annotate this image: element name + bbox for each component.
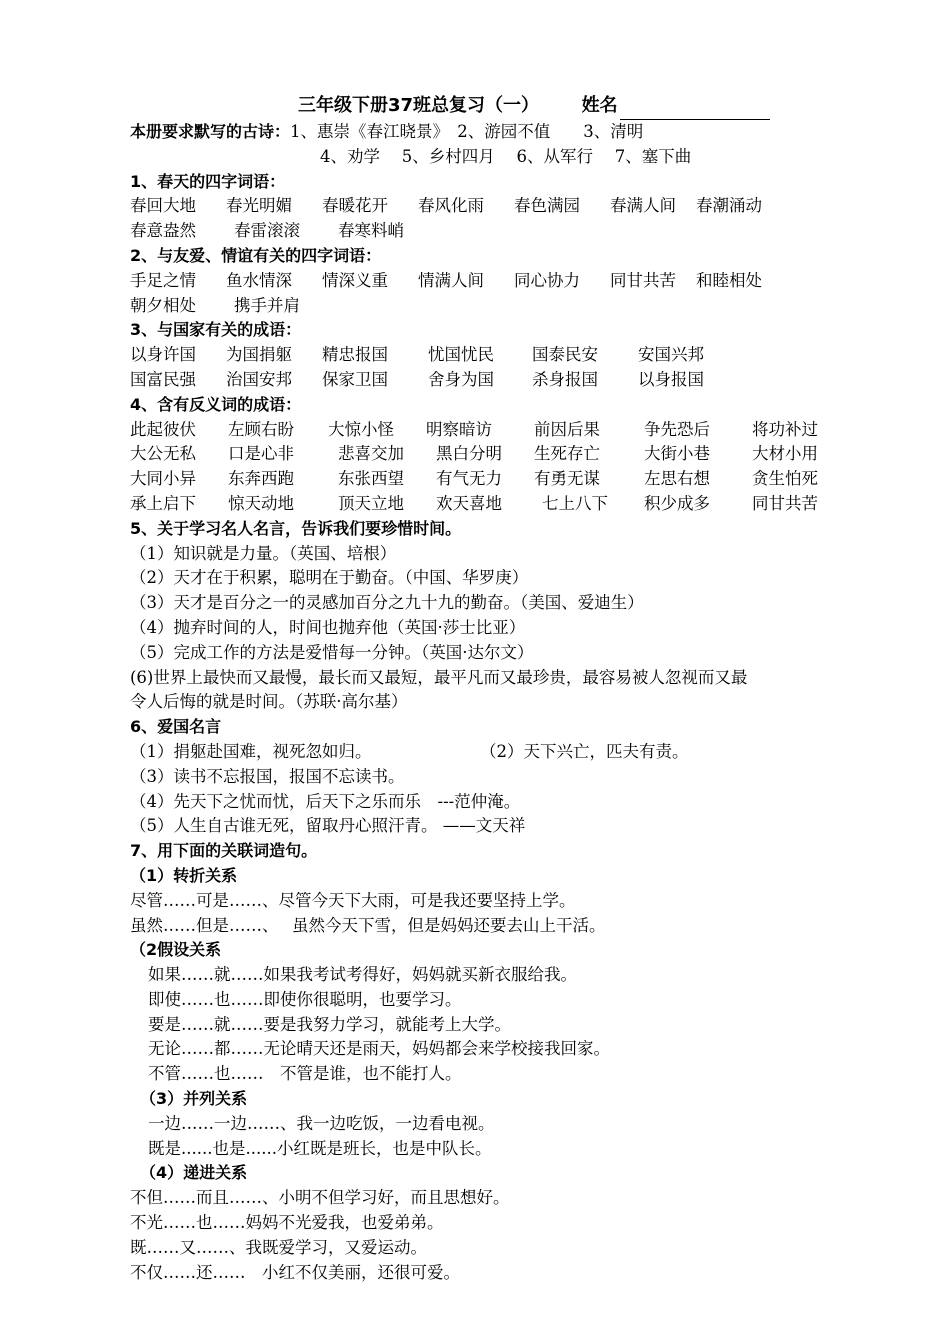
word: 大公无私 (130, 444, 196, 464)
title-row (130, 92, 850, 120)
word: 为国捐躯 (226, 345, 292, 365)
example-sentence: 无论……都……无论晴天还是雨天，妈妈都会来学校接我回家。 (148, 1039, 610, 1059)
word: 大惊小怪 (328, 419, 394, 439)
word: 贪生怕死 (752, 469, 818, 489)
word: 治国安邦 (226, 369, 292, 389)
section-4-title: 4、含有反义词的成语： (130, 394, 302, 414)
word: 争先恐后 (644, 419, 710, 439)
word: 春色满园 (514, 196, 580, 216)
example-sentence: 不仅……还…… 小红不仅美丽，还很可爱。 (130, 1262, 460, 1282)
example-sentence: 不光……也……妈妈不光爱我，也爱弟弟。 (130, 1213, 444, 1233)
s3-row-1 (130, 343, 850, 368)
word: 惊天动地 (228, 493, 294, 513)
word: 春意盎然 (130, 221, 196, 241)
section-6-title: 6、爱国名言 (130, 717, 222, 737)
word: 将功补过 (752, 419, 818, 439)
word: 东张西望 (338, 469, 404, 489)
poems-row-2 (130, 145, 850, 170)
s3-row-2 (130, 368, 850, 393)
word: 春满人间 (610, 196, 676, 216)
word: 同甘共苦 (610, 270, 676, 290)
word: 黑白分明 (436, 444, 502, 464)
word: 东奔西跑 (228, 469, 294, 489)
word: 同心协力 (514, 270, 580, 290)
word: 精忠报国 (322, 345, 388, 365)
s4-row-2 (130, 442, 850, 467)
word: 以身报国 (638, 369, 704, 389)
word: 顶天立地 (338, 493, 404, 513)
word: 杀身报国 (532, 369, 598, 389)
section-1-title: 1、春天的四字词语： (130, 171, 286, 191)
word: 积少成多 (644, 493, 710, 513)
quote: （4）抛弃时间的人，时间也抛弃他（英国·莎士比亚） (130, 617, 526, 637)
word: 欢天喜地 (436, 493, 502, 513)
word: 有勇无谋 (534, 469, 600, 489)
section-7-title: 7、用下面的关联词造句。 (130, 841, 318, 861)
word: 左顾右盼 (228, 419, 294, 439)
word: 忧国忧民 (428, 345, 494, 365)
word: 和睦相处 (696, 270, 762, 290)
word: 情深义重 (322, 270, 388, 290)
word: 口是心非 (228, 444, 294, 464)
s4-row-3 (130, 467, 850, 492)
subsection-title: （1）转折关系 (130, 865, 238, 885)
example-sentence: 如果……就……如果我考试考得好，妈妈就买新衣服给我。 (148, 965, 577, 985)
subsection-title: （4）递进关系 (140, 1163, 248, 1183)
word: 情满人间 (418, 270, 484, 290)
example-sentence: 要是……就……要是我努力学习，就能考上大学。 (148, 1014, 511, 1034)
example-sentence: 即使……也……即使你很聪明，也要学习。 (148, 989, 462, 1009)
s1-row-2 (130, 219, 850, 244)
s4-row-4 (130, 492, 850, 517)
word: 舍身为国 (428, 369, 494, 389)
example-sentence: 既是......也是......小红既是班长，也是中队长。 (148, 1138, 492, 1158)
word: 春寒料峭 (338, 221, 404, 241)
word: 前因后果 (534, 419, 600, 439)
quote: （2）天才在于积累，聪明在于勤奋。（中国、华罗庚） (130, 568, 529, 588)
word: 国泰民安 (532, 345, 598, 365)
example-sentence: 不但……而且……、小明不但学习好，而且思想好。 (130, 1188, 510, 1208)
example-sentence: 不管……也…… 不管是谁，也不能打人。 (148, 1064, 462, 1084)
word: 安国兴邦 (638, 345, 704, 365)
word: 同甘共苦 (752, 493, 818, 513)
name-label: 姓名 (581, 95, 618, 116)
word: 春暖花开 (322, 196, 388, 216)
poems-label: 本册要求默写的古诗： (130, 122, 291, 141)
word: 手足之情 (130, 270, 196, 290)
word: 春潮涌动 (696, 196, 762, 216)
word: 鱼水情深 (226, 270, 292, 290)
word: 朝夕相处 (130, 295, 196, 315)
word: 大街小巷 (644, 444, 710, 464)
word: 明察暗访 (426, 419, 492, 439)
s4-row-1 (130, 418, 850, 443)
section-3-title: 3、与国家有关的成语： (130, 320, 302, 340)
word: 春回大地 (130, 196, 196, 216)
subsection-title: （2假设关系 (130, 940, 222, 960)
word: 春光明媚 (226, 196, 292, 216)
word: 大同小异 (130, 469, 196, 489)
word: 国富民强 (130, 369, 196, 389)
word: 春雷滚滚 (234, 221, 300, 241)
section-5-title: 5、关于学习名人名言，告诉我们要珍惜时间。 (130, 518, 462, 538)
poems-list-1: 1、惠崇《春江晓景》 2、游园不值 3、清明 (290, 122, 644, 141)
subsection-title: （3）并列关系 (140, 1089, 248, 1109)
worksheet-page (130, 92, 850, 1285)
word: 以身许国 (130, 345, 196, 365)
quote: （5）完成工作的方法是爱惜每一分钟。（英国·达尔文） (130, 642, 534, 662)
s6-row-1 (130, 740, 850, 765)
word: 保家卫国 (322, 369, 388, 389)
quote: （5）人生自古谁无死，留取丹心照汗青。 ——文天祥 (130, 816, 526, 836)
word: 春风化雨 (418, 196, 484, 216)
quote: （2）天下兴亡，匹夫有责。 (480, 741, 689, 761)
page-title: 三年级下册37班总复习（一） (298, 95, 540, 116)
word: 携手并肩 (234, 295, 300, 315)
quote: （3）读书不忘报国，报国不忘读书。 (130, 766, 405, 786)
quote: （1）知识就是力量。（英国、培根） (130, 543, 397, 563)
example-sentence: 虽然……但是……、 虽然今天下雪，但是妈妈还要去山上干活。 (130, 915, 606, 935)
s2-row-2 (130, 294, 850, 319)
example-sentence: 一边……一边……、我一边吃饭，一边看电视。 (148, 1113, 495, 1133)
quote: （1）捐躯赴国难，视死忽如归。 (130, 741, 372, 761)
quote: (6)世界上最快而又最慢，最长而又最短，最平凡而又最珍贵，最容易被人忽视而又最 (130, 667, 748, 687)
example-sentence: 既……又……、我既爱学习，又爱运动。 (130, 1237, 427, 1257)
example-sentence: 尽管……可是……、尽管今天下大雨，可是我还要坚持上学。 (130, 890, 576, 910)
word: 七上八下 (542, 493, 608, 513)
word: 承上启下 (130, 493, 196, 513)
poems-row-1 (130, 120, 850, 145)
word: 有气无力 (436, 469, 502, 489)
quote: （4）先天下之忧而忧，后天下之乐而乐 ---范仲淹。 (130, 791, 521, 811)
name-blank (620, 101, 770, 120)
quote: 令人后悔的就是时间。（苏联·高尔基） (130, 692, 408, 712)
s1-row-1 (130, 194, 850, 219)
poems-list-2: 4、劝学 5、乡村四月 6、从军行 7、塞下曲 (320, 146, 692, 166)
word: 生死存亡 (534, 444, 600, 464)
word: 左思右想 (644, 469, 710, 489)
quote: （3）天才是百分之一的灵感加百分之九十九的勤奋。（美国、爱迪生） (130, 593, 644, 613)
word: 大材小用 (752, 444, 818, 464)
s2-row-1 (130, 269, 850, 294)
word: 此起彼伏 (130, 419, 196, 439)
section-2-title: 2、与友爱、情谊有关的四字词语： (130, 245, 382, 265)
word: 悲喜交加 (338, 444, 404, 464)
